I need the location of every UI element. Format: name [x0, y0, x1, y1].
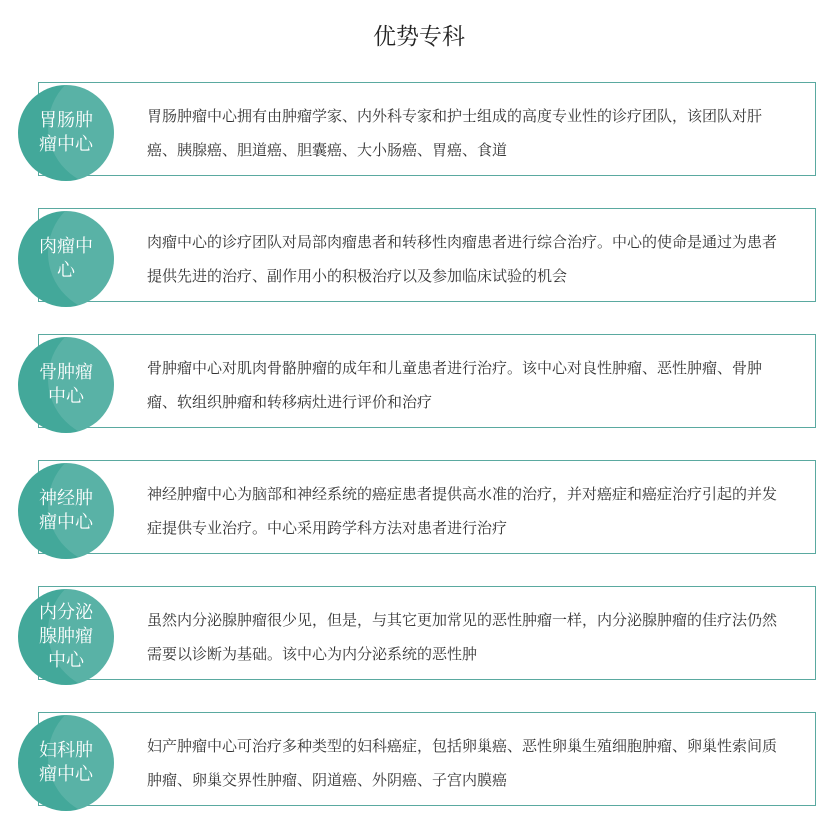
specialty-badge[interactable] [18, 211, 114, 307]
specialty-description: 胃肠肿瘤中心拥有由肿瘤学家、内外科专家和护士组成的高度专业性的诊疗团队，该团队对肝癌、胰腺癌、胆道癌、胆囊癌、大小肠癌、胃癌、食道 [147, 107, 763, 159]
specialty-badge[interactable] [18, 589, 114, 685]
specialty-item-endocrine[interactable] [0, 586, 838, 684]
specialty-badge[interactable] [18, 337, 114, 433]
specialty-description: 肉瘤中心的诊疗团队对局部肉瘤患者和转移性肉瘤患者进行综合治疗。中心的使命是通过为患者提供先进的治疗、副作用小的积极治疗以及参加临床试验的机会 [147, 233, 778, 285]
specialty-card[interactable] [38, 208, 816, 302]
specialty-description: 虽然内分泌腺肿瘤很少见，但是，与其它更加常见的恶性肿瘤一样，内分泌腺肿瘤的佳疗法仍然需要以诊断为基础。该中心为内分泌系统的恶性肿 [147, 611, 778, 663]
specialty-description: 妇产肿瘤中心可治疗多种类型的妇科癌症，包括卵巢癌、恶性卵巢生殖细胞肿瘤、卵巢性索间质肿瘤、卵巢交界性肿瘤、阴道癌、外阴癌、子宫内膜癌 [147, 737, 778, 789]
specialty-description: 神经肿瘤中心为脑部和神经系统的癌症患者提供高水准的治疗，并对癌症和癌症治疗引起的并发症提供专业治疗。中心采用跨学科方法对患者进行治疗 [147, 485, 778, 537]
specialty-badge-label: 妇科肿瘤中心 [39, 740, 93, 785]
specialty-badge[interactable] [18, 715, 114, 811]
specialty-card[interactable] [38, 712, 816, 806]
specialty-item-sarcoma[interactable] [0, 208, 838, 306]
specialty-item-neuro[interactable] [0, 460, 838, 558]
specialty-card[interactable] [38, 82, 816, 176]
page-title: 优势专科 [373, 24, 465, 50]
specialty-badge-label: 神经肿瘤中心 [39, 488, 93, 533]
specialty-item-gastrointestinal[interactable] [0, 82, 838, 180]
specialty-item-bone[interactable] [0, 334, 838, 432]
specialty-card[interactable] [38, 460, 816, 554]
specialty-item-gynecologic[interactable] [0, 712, 838, 810]
specialty-badge-label: 骨肿瘤中心 [39, 362, 93, 407]
specialty-badge[interactable] [18, 463, 114, 559]
specialty-card[interactable] [38, 334, 816, 428]
specialty-badge-label: 肉瘤中心 [39, 236, 93, 281]
specialty-badge-label: 胃肠肿瘤中心 [39, 110, 93, 155]
specialty-description: 骨肿瘤中心对肌肉骨骼肿瘤的成年和儿童患者进行治疗。该中心对良性肿瘤、恶性肿瘤、骨肿瘤、软组织肿瘤和转移病灶进行评价和治疗 [147, 359, 763, 411]
specialty-card[interactable] [38, 586, 816, 680]
specialty-badge-label: 内分泌腺肿瘤中心 [39, 602, 93, 671]
specialty-badge[interactable] [18, 85, 114, 181]
